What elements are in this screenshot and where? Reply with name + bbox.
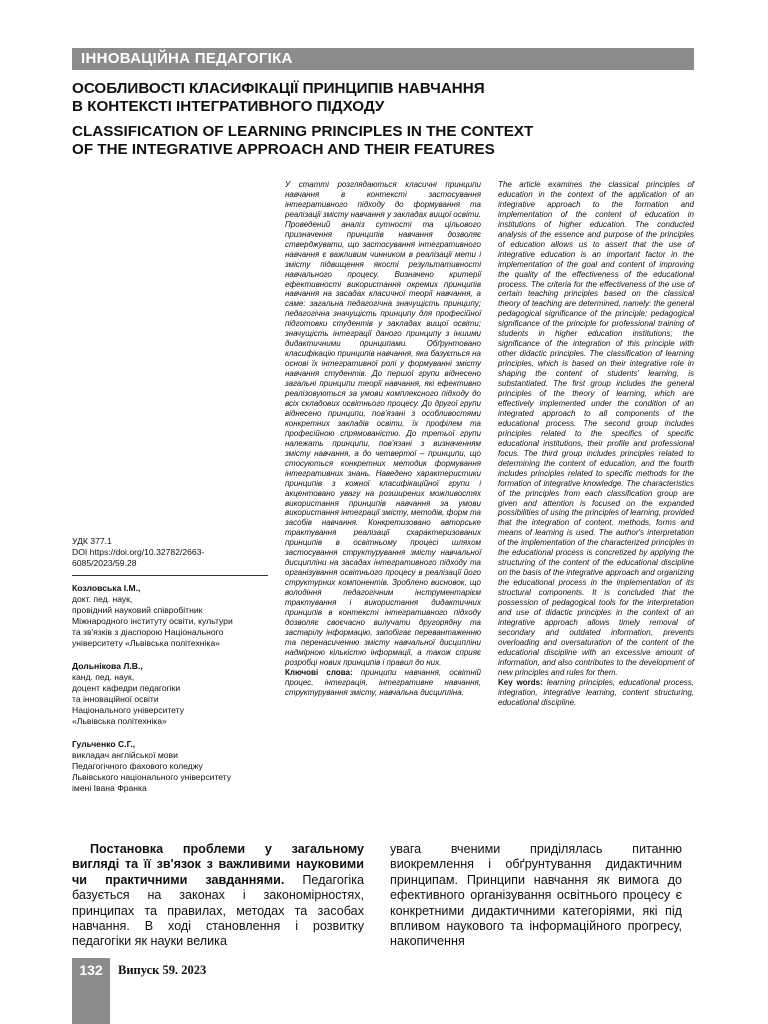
author-detail: викладач англійської мови <box>72 750 178 760</box>
author-detail: канд. пед. наук, <box>72 672 135 682</box>
author-detail: Міжнародного інституту освіти, культури <box>72 616 233 626</box>
abstract-en-text: The article examines the classical principles of education in the context of the application of an integrative approach to the formation and implementation of the content of education in institutions of higher education. The conducted analysis of the essence and purpose of the principles of education allows us to assert that the use of integrative education is an important factor in the implementation of the goal and content of improving the quality of the effectiveness of the educational process. The criteria for the effectiveness of the use of certain teaching principles based on the classical theory of teaching are determined, namely: the general pedagogical significance of the principle; pedagogical significance of the principle for professional training of students in higher education institutions; the significance of the integration of this principle with other didactic principles. The classification of learning principles, which is based on their integrative role in shaping the content of students' learning, is substantiated. The first group includes the general principles of the theory of learning, which are effectively implemented under the condition of an integrated approach to all components of the educational process. The second group includes principles related to the specifics of specific educational institutions, their profile and professional focus. The third group includes principles related to determining the content of education, and the fourth includes principles related to specific methods for the formation of integrative knowledge. The characteristics of the principles from each classification group are given and attention is focused on the expanded possibilities of using the principles of learning, provided that the integration of content, methods, forms and means of learning is used. The author's interpretation of the implementation of the characterized principles in the educational process is concretized by applying the structuring of the content of the educational discipline on the basis of the integrative approach and organizing the educational process in the implementation of its structural components. It is concluded that the possession of pedagogical tools for the interpretation and use of didactic principles in the context of an integrative approach allows timely removal of secondary and outdated information, prevents overloading and oversaturation of the content of the educational discipline with an excessive amount of information, and also contributes to the development of new principles and rules for them. <box>498 180 694 677</box>
author-3 <box>72 739 268 794</box>
article-title-english <box>72 123 694 159</box>
author-detail: університету «Львівська політехніка» <box>72 638 220 648</box>
author-detail: та зв'язків з діаспорою Національного <box>72 627 224 637</box>
section-lead-heading: Постановка проблеми у загальному вигляді та її зв'язок з важливими науковими чи практичними завданнями. <box>72 842 364 887</box>
keywords-ua: принципи навчання, освітній процес, інтеграція, інтегративне навчання, структурування змісту, навчальна дисципліна. <box>285 667 482 697</box>
abstract-ua-text: У статті розглядаються класичні принципи навчання в контексті застосування інтегративного підходу до формування та реалізації змісту навчання у закладах вищої освіти. Проведений аналіз сутності та цільового призначення принципів навчання дозволяє стверджувати, що застосування інтегративного навчання є важливим чинником в реалізації мети і змісту підвищення якості результативності навчального процесу. Визначено критерії ефективності використання окремих принципів навчання на засадах класичної теорії навчання, а саме: загальна педагогічна значущість принципу; педагогічна значущість принципу для професійної підготовки студентів у закладах вищої освіти; значущість інтеграції даного принципу з іншими дидактичними принципами. Обґрунтовано класифікацію принципів навчання, яка базується на основі їх інтегративної ролі у формуванні змісту навчання студентів. До першої групи віднесено загальні принципи теорії навчання, які ефективно реалізовуються за умови комплексного підходу до всіх складових освітнього процесу. До другої групи віднесено принципи, пов'язані з особливостями конкретних закладів освіти, їх профілем та професійною спрямованістю. До третьої групи належать принципи, пов'язані з визначенням змісту навчання, а до четвертої – принципи, що стосуються конкретних методик формування інтегративних знань. Наведено характеристики принципів з кожної класифікаційної групи і акцентовано увагу на розширених можливостях використання принципів навчання за умови використання інтеграції змісту, методів, форм та засобів навчання. Конкретизовано авторське трактування реалізації схарактеризованих принципів в освітньому процесі шляхом застосування структурування змісту навчальної дисципліни на засадах інтегративного підходу та організування освітнього процесу в реалізації його структурних компонентів. Зроблено висновок, що володіння педагогічним інструментарієм трактування і використання дидактичних принципів в контексті інтегративного підходу дозволяє своєчасно вилучати другорядну та застарілу інформацію, запобігає перевантаженню та перенасиченню змісту навчальної дисципліни надмірною кількістю інформації, а також сприяє розробці нових принципів і правил до них. <box>285 180 481 667</box>
author-name: Козловська І.М., <box>72 583 141 593</box>
author-detail: провідний науковий співробітник <box>72 605 203 615</box>
author-detail: Педагогічного фахового коледжу <box>72 761 203 771</box>
body-text-right: увага вченими приділялась питанню виокремлення і обґрунтування дидактичним принципам. Принципи навчання як вимога до ефективного організування освітнього процесу є конкретними дидактичними категоріями, які під впливом наукового та інформаційного прогресу, накопичення <box>390 842 682 949</box>
keywords-en: learning principles, educational process, integration, integrative learning, content structuring, educational discipline. <box>498 677 694 707</box>
title-en-line-1: CLASSIFICATION OF LEARNING PRINCIPLES IN THE CONTEXT <box>72 123 534 140</box>
title-ua-line-1: ОСОБЛИВОСТІ КЛАСИФІКАЦІЇ ПРИНЦИПІВ НАВЧАННЯ <box>72 80 485 97</box>
author-name: Дольнікова Л.В., <box>72 661 143 671</box>
section-header: ІННОВАЦІЙНА ПЕДАГОГІКА <box>72 48 694 70</box>
abstract-ua-keywords <box>285 668 481 698</box>
author-name: Гульченко С.Г., <box>72 739 136 749</box>
author-detail: доцент кафедри педагогіки <box>72 683 181 693</box>
author-detail: докт. пед. наук, <box>72 594 133 604</box>
author-detail: та інноваційної освіти <box>72 694 159 704</box>
keywords-label-ua: Ключові слова: <box>285 667 353 677</box>
article-metadata <box>72 536 268 806</box>
udc-code: УДК 377.1 <box>72 536 112 546</box>
author-detail: імені Івана Франка <box>72 783 147 793</box>
title-ua-line-2: В КОНТЕКСТІ ІНТЕГРАТИВНОГО ПІДХОДУ <box>72 98 385 115</box>
keywords-label-en: Key words: <box>498 677 543 687</box>
page-number: 132 <box>79 962 103 978</box>
body-paragraph <box>72 842 364 950</box>
body-column-left <box>72 842 364 950</box>
author-detail: Національного університету <box>72 705 184 715</box>
article-title-ukrainian <box>72 80 694 116</box>
abstract-en-keywords <box>498 678 694 708</box>
issue-label: Випуск 59. 2023 <box>118 963 207 977</box>
abstract-english <box>498 180 694 708</box>
author-1 <box>72 583 268 649</box>
udc-doi-block <box>72 536 268 576</box>
title-en-line-2: OF THE INTEGRATIVE APPROACH AND THEIR FEATURES <box>72 141 495 158</box>
doi-link[interactable]: DOI https://doi.org/10.32782/2663-6085/2023/59.28 <box>72 547 205 568</box>
author-detail: Львівського національного університету <box>72 772 232 782</box>
abstract-ukrainian <box>285 180 481 698</box>
author-detail: «Львівська політехніка» <box>72 716 167 726</box>
body-text-left: Педагогіка базується на законах і закономірностях, принципах та правилах, методах та засобах навчання. В ході становлення і розвитку педагогіки як науки велика <box>72 872 365 949</box>
body-column-right <box>390 842 682 950</box>
author-2 <box>72 661 268 727</box>
